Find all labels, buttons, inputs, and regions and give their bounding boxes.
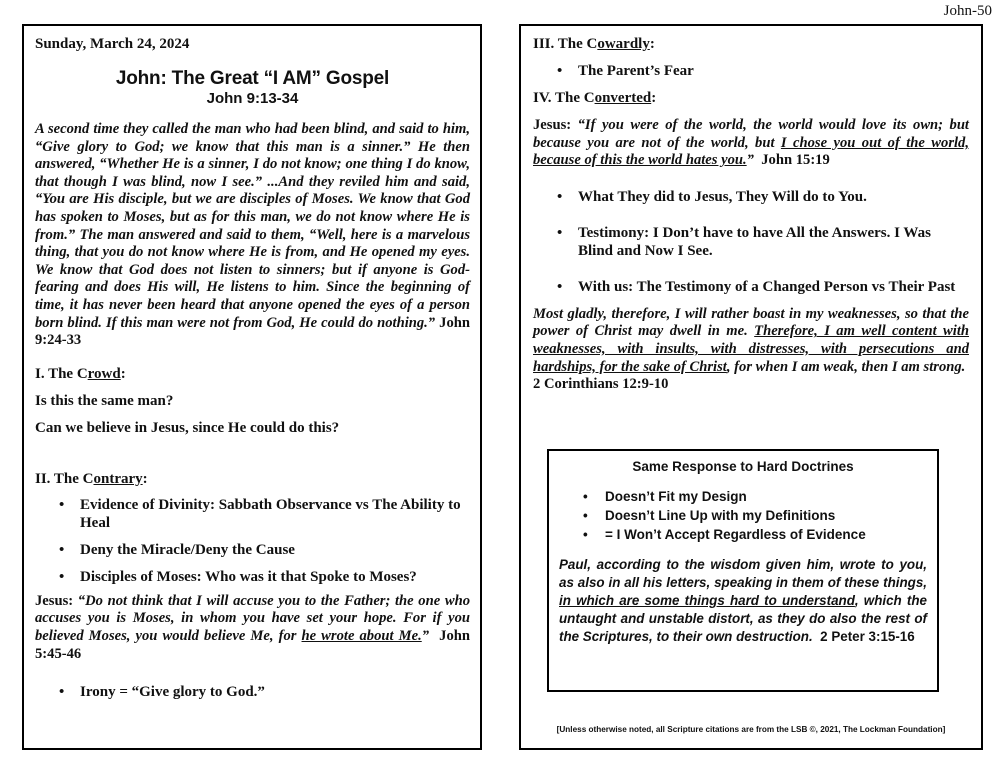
sermon-date: Sunday, March 24, 2024	[35, 36, 190, 52]
contrary-list	[35, 496, 470, 586]
list-item: • Irony = “Give glory to God.”	[35, 683, 470, 701]
sermon-title: John: The Great “I AM” Gospel	[115, 68, 390, 89]
citation-footnote: [Unless otherwise noted, all Scripture citations are from the LSB ©, 2021, The Lockman Foundation]	[556, 725, 946, 734]
list-item: • Deny the Miracle/Deny the Cause	[35, 541, 470, 559]
jesus-quote-world: Jesus: “If you were of the world, the world would love its own; but because you are not of the world, but I chose you out of the world, because of this the world hates you.” John 15:19	[533, 117, 969, 169]
question-believe: Can we believe in Jesus, since He could do this?	[35, 419, 340, 436]
reading-text: A second time they called the man who had been blind, and said to him, “Give glory to God; we know that this man is a sinner.” He then answered, “Whether He is a sinner, I do not know; one thing I do know, that though I was blind, now I see.” ...And they reviled him and said, “You are His disciple, but we are disciples of Moses. We know that God has spoken to Moses, but as for this man, we do not know where He is from.” The man answered and said to them, “Well, here is a marvelous thing, that you do not know where He is from, and He opened my eyes. We know that God does not listen to sinners; but if anyone is God-fearing and does His will, He listens to him. Since the beginning of time, it has never been heard that anyone opened the eyes of a person born blind. If this man were not from God, He could do nothing.”	[35, 121, 470, 331]
question-same-man: Is this the same man?	[35, 392, 174, 409]
cowardly-list	[533, 62, 969, 80]
list-item: • Disciples of Moses: Who was it that Spoke to Moses?	[35, 568, 470, 586]
section-converted-heading: IV. The Converted:	[533, 90, 657, 106]
list-item: • Evidence of Divinity: Sabbath Observance vs The Ability to Heal	[35, 496, 470, 532]
right-column	[519, 24, 983, 750]
list-item: • Doesn’t Line Up with my Definitions	[559, 506, 927, 525]
list-item: • = I Won’t Accept Regardless of Evidence	[559, 525, 927, 544]
sermon-passage: John 9:13-34	[206, 90, 299, 107]
jesus-quote-moses: Jesus: “Do not think that I will accuse you to the Father; the one who accuses you is Moses, in whom you have set your hope. For if you believed Moses, you would believe Me, for he wrote about Me.” John 5:45-46	[35, 592, 471, 662]
reading-ref: John 9:24-33	[35, 314, 470, 349]
converted-list	[533, 188, 969, 296]
box-title: Same Response to Hard Doctrines	[632, 459, 854, 474]
corinthians-quote: Most gladly, therefore, I will rather boast in my weaknesses, so that the power of Christ may dwell in me. Therefore, I am well content with weaknesses, with insults, with distresses, with persecutions and hardships, for the sake of Christ, for when I am weak, then I am strong. 2 Corinthians 12:9-10	[533, 305, 970, 393]
irony-list	[35, 683, 470, 701]
section-contrary-heading: II. The Contrary:	[35, 470, 148, 487]
section-crowd-heading: I. The Crowd:	[35, 365, 126, 382]
peter-quote: Paul, according to the wisdom given him, wrote to you, as also in all his letters, speaking in them of these things, in which are some things hard to understand, which the untaught and unstable distort, as they do also the rest of the Scriptures, to their own destruction. 2 Peter 3:15-16	[559, 557, 927, 644]
list-item: • Testimony: I Don’t have to have All the Answers. I Was Blind and Now I See.	[533, 224, 969, 260]
list-item: • What They did to Jesus, They Will do to You.	[533, 188, 969, 206]
left-column	[22, 24, 482, 750]
hard-doctrines-box	[547, 449, 939, 692]
list-item: • Doesn’t Fit my Design	[559, 487, 927, 506]
page-number: John-50	[943, 3, 992, 19]
list-item: • The Parent’s Fear	[533, 62, 969, 80]
list-item: • With us: The Testimony of a Changed Person vs Their Past	[533, 278, 969, 296]
scripture-reading	[35, 121, 470, 350]
box-list	[559, 487, 927, 544]
section-cowardly-heading: III. The Cowardly:	[533, 36, 655, 52]
